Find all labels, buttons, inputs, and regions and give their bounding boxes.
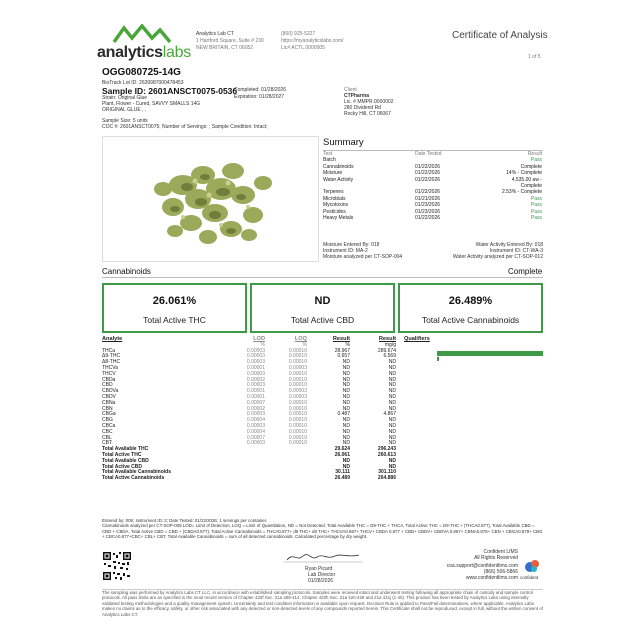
table-row: Δ8-THC 0.00003 0.00010 ND ND bbox=[102, 359, 396, 366]
table-row: THCV 0.00003 0.00010 ND ND bbox=[102, 370, 396, 377]
sample-id: Sample ID: 2601ANSCT0075-0536 bbox=[102, 86, 238, 96]
summary-header: Test Date Tested Result bbox=[323, 151, 542, 157]
moisture-instrument: Instrument ID: MA-2 bbox=[323, 248, 368, 254]
confident-phone: (866) 506-5866 bbox=[483, 569, 518, 575]
table-row: CBNa 0.00007 0.00010 ND ND bbox=[102, 399, 396, 406]
client-address2: Rocky Hill, CT 06067 bbox=[344, 111, 391, 117]
total-active-cannabinoids-label: Total Active Cannabinoids bbox=[421, 315, 520, 325]
product-photo bbox=[102, 136, 319, 262]
lab-website[interactable]: https://myanalyticslabs.com/ bbox=[281, 38, 344, 44]
table-units: % % % mg/g bbox=[260, 341, 396, 348]
client-address1: 280 Dividend Rd bbox=[344, 105, 381, 111]
water-instrument: Instrument ID: CT-WA-3 bbox=[489, 248, 543, 254]
signature-icon bbox=[283, 550, 363, 564]
product-type: Plant, Flower - Cured, SAVVY SMALLS 14G bbox=[102, 101, 201, 107]
client-name: CTPharma bbox=[344, 93, 370, 99]
table-row: CBG 0.00004 0.00010 ND ND bbox=[102, 417, 396, 424]
summary-row: Batch Pass bbox=[323, 157, 542, 164]
table-row: CBDV 0.00001 0.00003 ND ND bbox=[102, 393, 396, 400]
total-row: Total Active THC 26.061 260.613 bbox=[102, 451, 396, 458]
table-row: CBD 0.00003 0.00010 ND ND bbox=[102, 382, 396, 389]
summary-row: Mycotoxins 01/23/2026 Pass bbox=[323, 202, 542, 209]
total-active-cbd-card bbox=[250, 283, 395, 333]
total-active-thc-value: 26.061% bbox=[152, 295, 197, 307]
confident-website[interactable]: www.confidentlims.com bbox=[466, 575, 518, 581]
moisture-entered-by: Moisture Entered By: 018 bbox=[323, 242, 380, 248]
qr-code[interactable] bbox=[102, 551, 132, 581]
confident-rights: All Rights Reserved bbox=[474, 555, 518, 561]
table-row: CBGa 0.00003 0.00010 0.487 4.867 bbox=[102, 411, 396, 418]
total-row: Total Available CBD ND ND bbox=[102, 457, 396, 464]
disclaimer: The sampling was performed by Analytics Labs CT LLC, in accordance with established sampling protocols. Samples were received intact and underwent testing following all appropriate chain of custody and sample control protocols. All pass limits are as specified in the most recent version of Chapter 420f Sec. 21a 408-414, Chapter 420h Sec. 21a 420-429 and 21a 421j (1-40). This product has been tested by Analytics Labs using internally validated testing methodologies and a quality management system. Uncertainty and test condition information is available upon request. Decision Rule is applied to Pass/Fail determinations, where applicable. Analytics Labs makes no claims as to the efficacy, safety, or other risk associated with any detected or non-detected levels of any compounds reported herein. This Certificate shall not be reproduced, except in full, without the written consent of Analytics Labs CT. bbox=[102, 590, 543, 617]
total-active-cbd-value: ND bbox=[314, 295, 331, 307]
signer-title: Lab Director bbox=[308, 572, 336, 578]
table-row: CBCa 0.00003 0.00010 ND ND bbox=[102, 422, 396, 429]
cannabinoids-title: Cannabinoids bbox=[102, 267, 151, 276]
total-active-cannabinoids-value: 26.489% bbox=[448, 295, 493, 307]
strain: Strain: Original Glue bbox=[102, 95, 148, 101]
total-row: Total Active Cannabinoids 26.489 264.886 bbox=[102, 475, 396, 482]
summary-row: Cannabinoids 01/22/2026 Complete bbox=[323, 163, 542, 170]
biotrack-lot-id: BioTrack Lot ID: 2639987000478453 bbox=[102, 80, 184, 86]
table-row: Δ9-THC 0.00003 0.00010 0.657 6.569 bbox=[102, 353, 396, 360]
cannabinoids-divider bbox=[102, 277, 543, 278]
table-header: Analyte LOD LOQ Result Result Qualifiers bbox=[102, 336, 430, 342]
confident-title: Confident LIMS bbox=[483, 549, 518, 555]
water-sop: Water Activity analyzed per CT-SOP-012 bbox=[452, 254, 543, 260]
total-active-cannabinoids-card bbox=[398, 283, 543, 333]
lab-address-line1: 1 Hartford Square, Suite # 230 bbox=[196, 38, 264, 44]
product-name: ORIGINAL GLUE , , bbox=[102, 107, 147, 113]
lab-phone: (860) 925-5227 bbox=[281, 31, 316, 37]
lab-logo bbox=[97, 24, 191, 64]
water-entered-by: Water Activity Entered By: 018 bbox=[475, 242, 543, 248]
total-active-thc-card bbox=[102, 283, 247, 333]
cannabinoids-status: Complete bbox=[508, 267, 543, 276]
cannabinoid-bars bbox=[437, 351, 543, 471]
total-row: Total Available THC 29.624 296.243 bbox=[102, 446, 396, 453]
client-label: Client bbox=[344, 87, 357, 93]
summary-row: Heavy Metals 01/22/2026 Pass bbox=[323, 215, 542, 222]
test-notes: Entered by: 005; Instrument ID: 2; Date Tested: 01/22/2026; 1 servings per container. Cannabinoids analyzed per CT-SOP-009 LOD= Limit of Detection, LOQ = Limit of Quantitation, ND = Not Detected, Total Available THC = D9-THC + THCA, Total Active THC = D9-THC + (THCA0.877), Total Available CBD = CBD + CBDA, Total Active CBD = CBD + (CBDA0.877), Total Active Cannabinoids = THCA0.877+ d9 THC+ d8 THC+ THCVA0.867+ THCV+ CBDA 0.877 + CBD+ CBDV+ CBDVA 0.867+ CBNA0.876+ CBN + CBGA0.878+ CBG + CBCA0.877+CBC+ CBL+ CBT. Total Available Cannabinoids = sum of all detected cannabinoids. Calculated percentage by dry weight. bbox=[102, 518, 543, 540]
confident-logo-icon bbox=[524, 558, 540, 574]
total-row: Total Active CBD ND ND bbox=[102, 463, 396, 470]
total-active-thc-label: Total Active THC bbox=[143, 315, 206, 325]
summary-row: Water Activity 01/22/2026 4,535.00 aw - Complete bbox=[323, 176, 542, 190]
cannabinoids-table bbox=[102, 337, 430, 482]
total-active-cbd-label: Total Active CBD bbox=[290, 315, 355, 325]
qr-code-icon bbox=[102, 551, 132, 581]
coc-number: COC #: 2601ANSCT0075; Number of Servings: ; Sample Condition: Intact; bbox=[102, 124, 268, 130]
summary-row: Pesticides 01/23/2026 Pass bbox=[323, 208, 542, 215]
sample-size: Sample Size: 5 units bbox=[102, 118, 148, 124]
cannabis-flower-image bbox=[103, 137, 318, 261]
lab-license: Lic# ACTL.0000005 bbox=[281, 45, 325, 51]
summary-table bbox=[323, 151, 542, 221]
product-id: OGG080725-14G bbox=[102, 67, 181, 78]
summary-row: Terpenes 01/22/2026 2.53% - Complete bbox=[323, 189, 542, 196]
table-row: CBDVa 0.00001 0.00003 ND ND bbox=[102, 388, 396, 395]
cannabinoid-bar bbox=[437, 357, 439, 362]
expiration-date: Expiration: 01/28/2027 bbox=[234, 94, 285, 100]
total-row: Total Available Cannabinoids 30.111 301.110 bbox=[102, 469, 396, 476]
table-row: THCa 0.00003 0.00010 28.967 289.674 bbox=[102, 347, 396, 354]
document-title: Certificate of Analysis bbox=[452, 30, 548, 41]
confident-email[interactable]: coa.support@confidentlims.com bbox=[446, 563, 518, 569]
client-license: Lic. # MMPR.0000002 bbox=[344, 99, 394, 105]
signature-date: 01/28/2026 bbox=[308, 578, 334, 584]
table-row: CBT 0.00003 0.00010 ND ND bbox=[102, 440, 396, 447]
table-row: CBC 0.00004 0.00010 ND ND bbox=[102, 428, 396, 435]
table-row: CBDa 0.00002 0.00010 ND ND bbox=[102, 376, 396, 383]
summary-title: Summary bbox=[323, 137, 364, 148]
confident-logo-text: confident bbox=[520, 575, 539, 580]
logo-wordmark: analyticslabs bbox=[97, 44, 191, 61]
lab-address-line2: NEW BRITAIN, CT 06052 bbox=[196, 45, 254, 51]
table-row: THCVa 0.00001 0.00003 ND ND bbox=[102, 364, 396, 371]
lab-name: Analytics Lab CT bbox=[196, 31, 234, 37]
summary-row: Moisture 01/22/2026 14% - Complete bbox=[323, 170, 542, 177]
logo-peaks-icon bbox=[112, 24, 172, 44]
table-row: CBN 0.00002 0.00010 ND ND bbox=[102, 405, 396, 412]
signer-name: Ryan Picard bbox=[305, 566, 333, 572]
completed-date: Completed: 01/28/2026 bbox=[234, 87, 286, 93]
moisture-sop: Moisture analyzed per CT-SOP-004 bbox=[323, 254, 403, 260]
page-number: 1 of 5 bbox=[528, 54, 541, 60]
cannabinoid-bar bbox=[437, 351, 543, 356]
signature bbox=[283, 550, 363, 564]
table-row: CBL 0.00007 0.00010 ND ND bbox=[102, 434, 396, 441]
summary-row: Microbials 01/21/2026 Pass bbox=[323, 195, 542, 202]
